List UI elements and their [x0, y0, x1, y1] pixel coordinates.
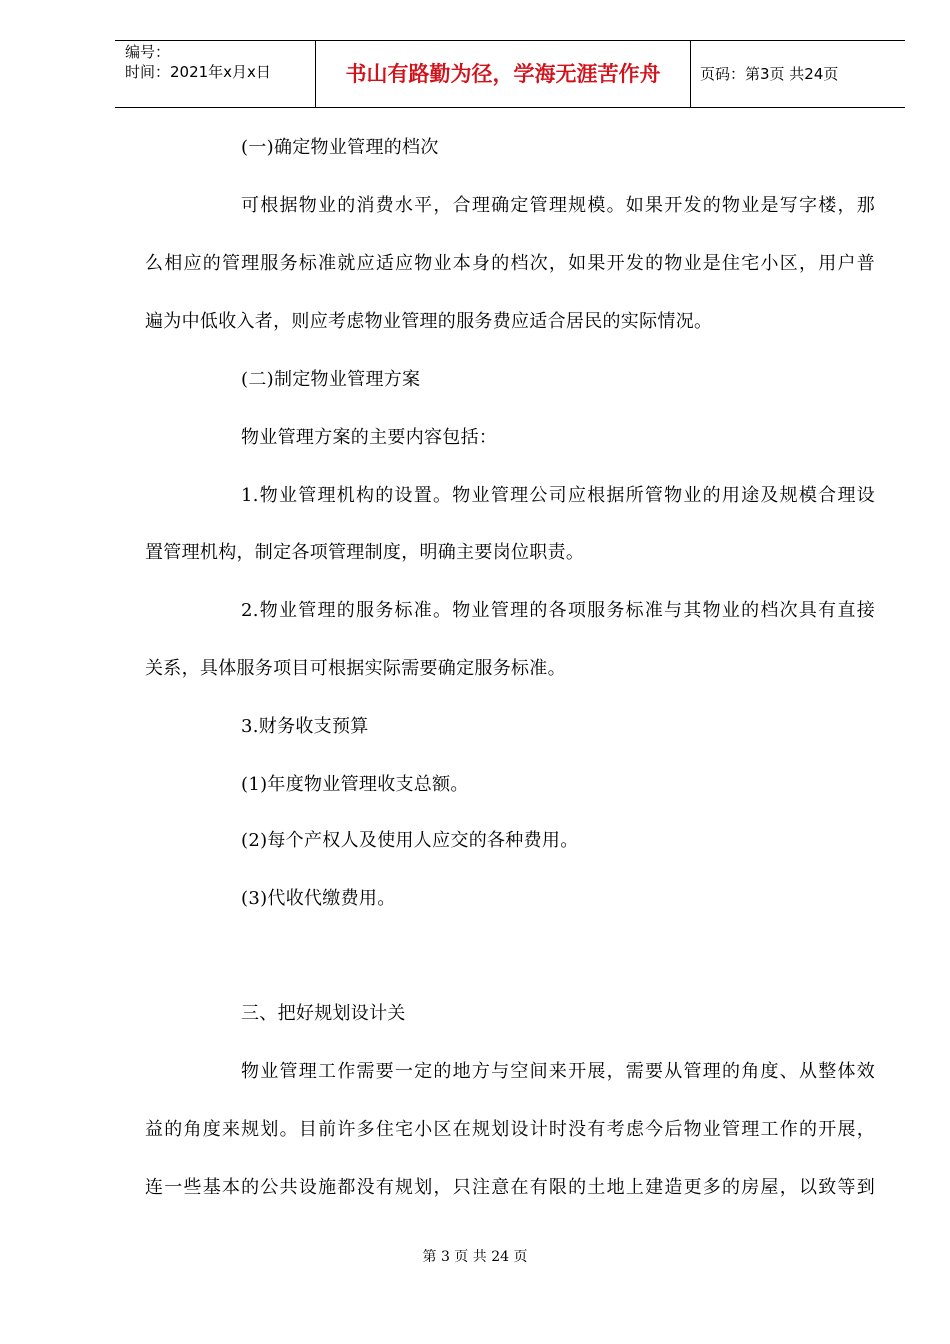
time-label: 时间：2021年x月x日 — [125, 63, 271, 81]
header-meta-cell — [115, 41, 315, 107]
paragraph-line: 物业管理工作需要一定的地方与空间来开展，需要从管理的角度、从整体效 — [241, 1061, 875, 1082]
header-page-info: 页码：第3页 共24页 — [700, 65, 839, 83]
section-heading: (二)制定物业管理方案 — [241, 369, 421, 390]
serial-number-label: 编号： — [125, 43, 171, 61]
header-motto: 书山有路勤为径，学海无涯苦作舟 — [345, 62, 661, 86]
list-item-line: 置管理机构，制定各项管理制度，明确主要岗位职责。 — [145, 542, 585, 563]
paragraph-line: 物业管理方案的主要内容包括： — [241, 427, 498, 448]
paragraph-line: 遍为中低收入者，则应考虑物业管理的服务费应适合居民的实际情况。 — [145, 311, 713, 332]
header-page-cell — [690, 41, 905, 107]
paragraph-line: 可根据物业的消费水平，合理确定管理规模。如果开发的物业是写字楼，那 — [241, 195, 875, 216]
page-footer: 第 3 页 共 24 页 — [422, 1249, 528, 1265]
paragraph-line: 益的角度来规划。目前许多住宅小区在规划设计时没有考虑今后物业管理工作的开展， — [145, 1119, 875, 1140]
header-motto-cell — [315, 41, 691, 107]
sub-list-item: (2)每个产权人及使用人应交的各种费用。 — [241, 830, 579, 851]
page-header — [115, 40, 905, 108]
section-heading: 三、把好规划设计关 — [241, 1003, 406, 1024]
list-item-line: 3.财务收支预算 — [241, 716, 369, 737]
list-item-line: 关系，具体服务项目可根据实际需要确定服务标准。 — [145, 658, 566, 679]
sub-list-item: (3)代收代缴费用。 — [241, 888, 396, 909]
list-item-line: 2.物业管理的服务标准。物业管理的各项服务标准与其物业的档次具有直接 — [241, 600, 875, 621]
section-heading: (一)确定物业管理的档次 — [241, 137, 439, 158]
list-item-line: 1.物业管理机构的设置。物业管理公司应根据所管物业的用途及规模合理设 — [241, 485, 875, 506]
sub-list-item: (1)年度物业管理收支总额。 — [241, 774, 469, 795]
paragraph-line: 么相应的管理服务标准就应适应物业本身的档次，如果开发的物业是住宅小区，用户普 — [145, 253, 875, 274]
paragraph-line: 连一些基本的公共设施都没有规划，只注意在有限的土地上建造更多的房屋，以致等到 — [145, 1177, 875, 1198]
